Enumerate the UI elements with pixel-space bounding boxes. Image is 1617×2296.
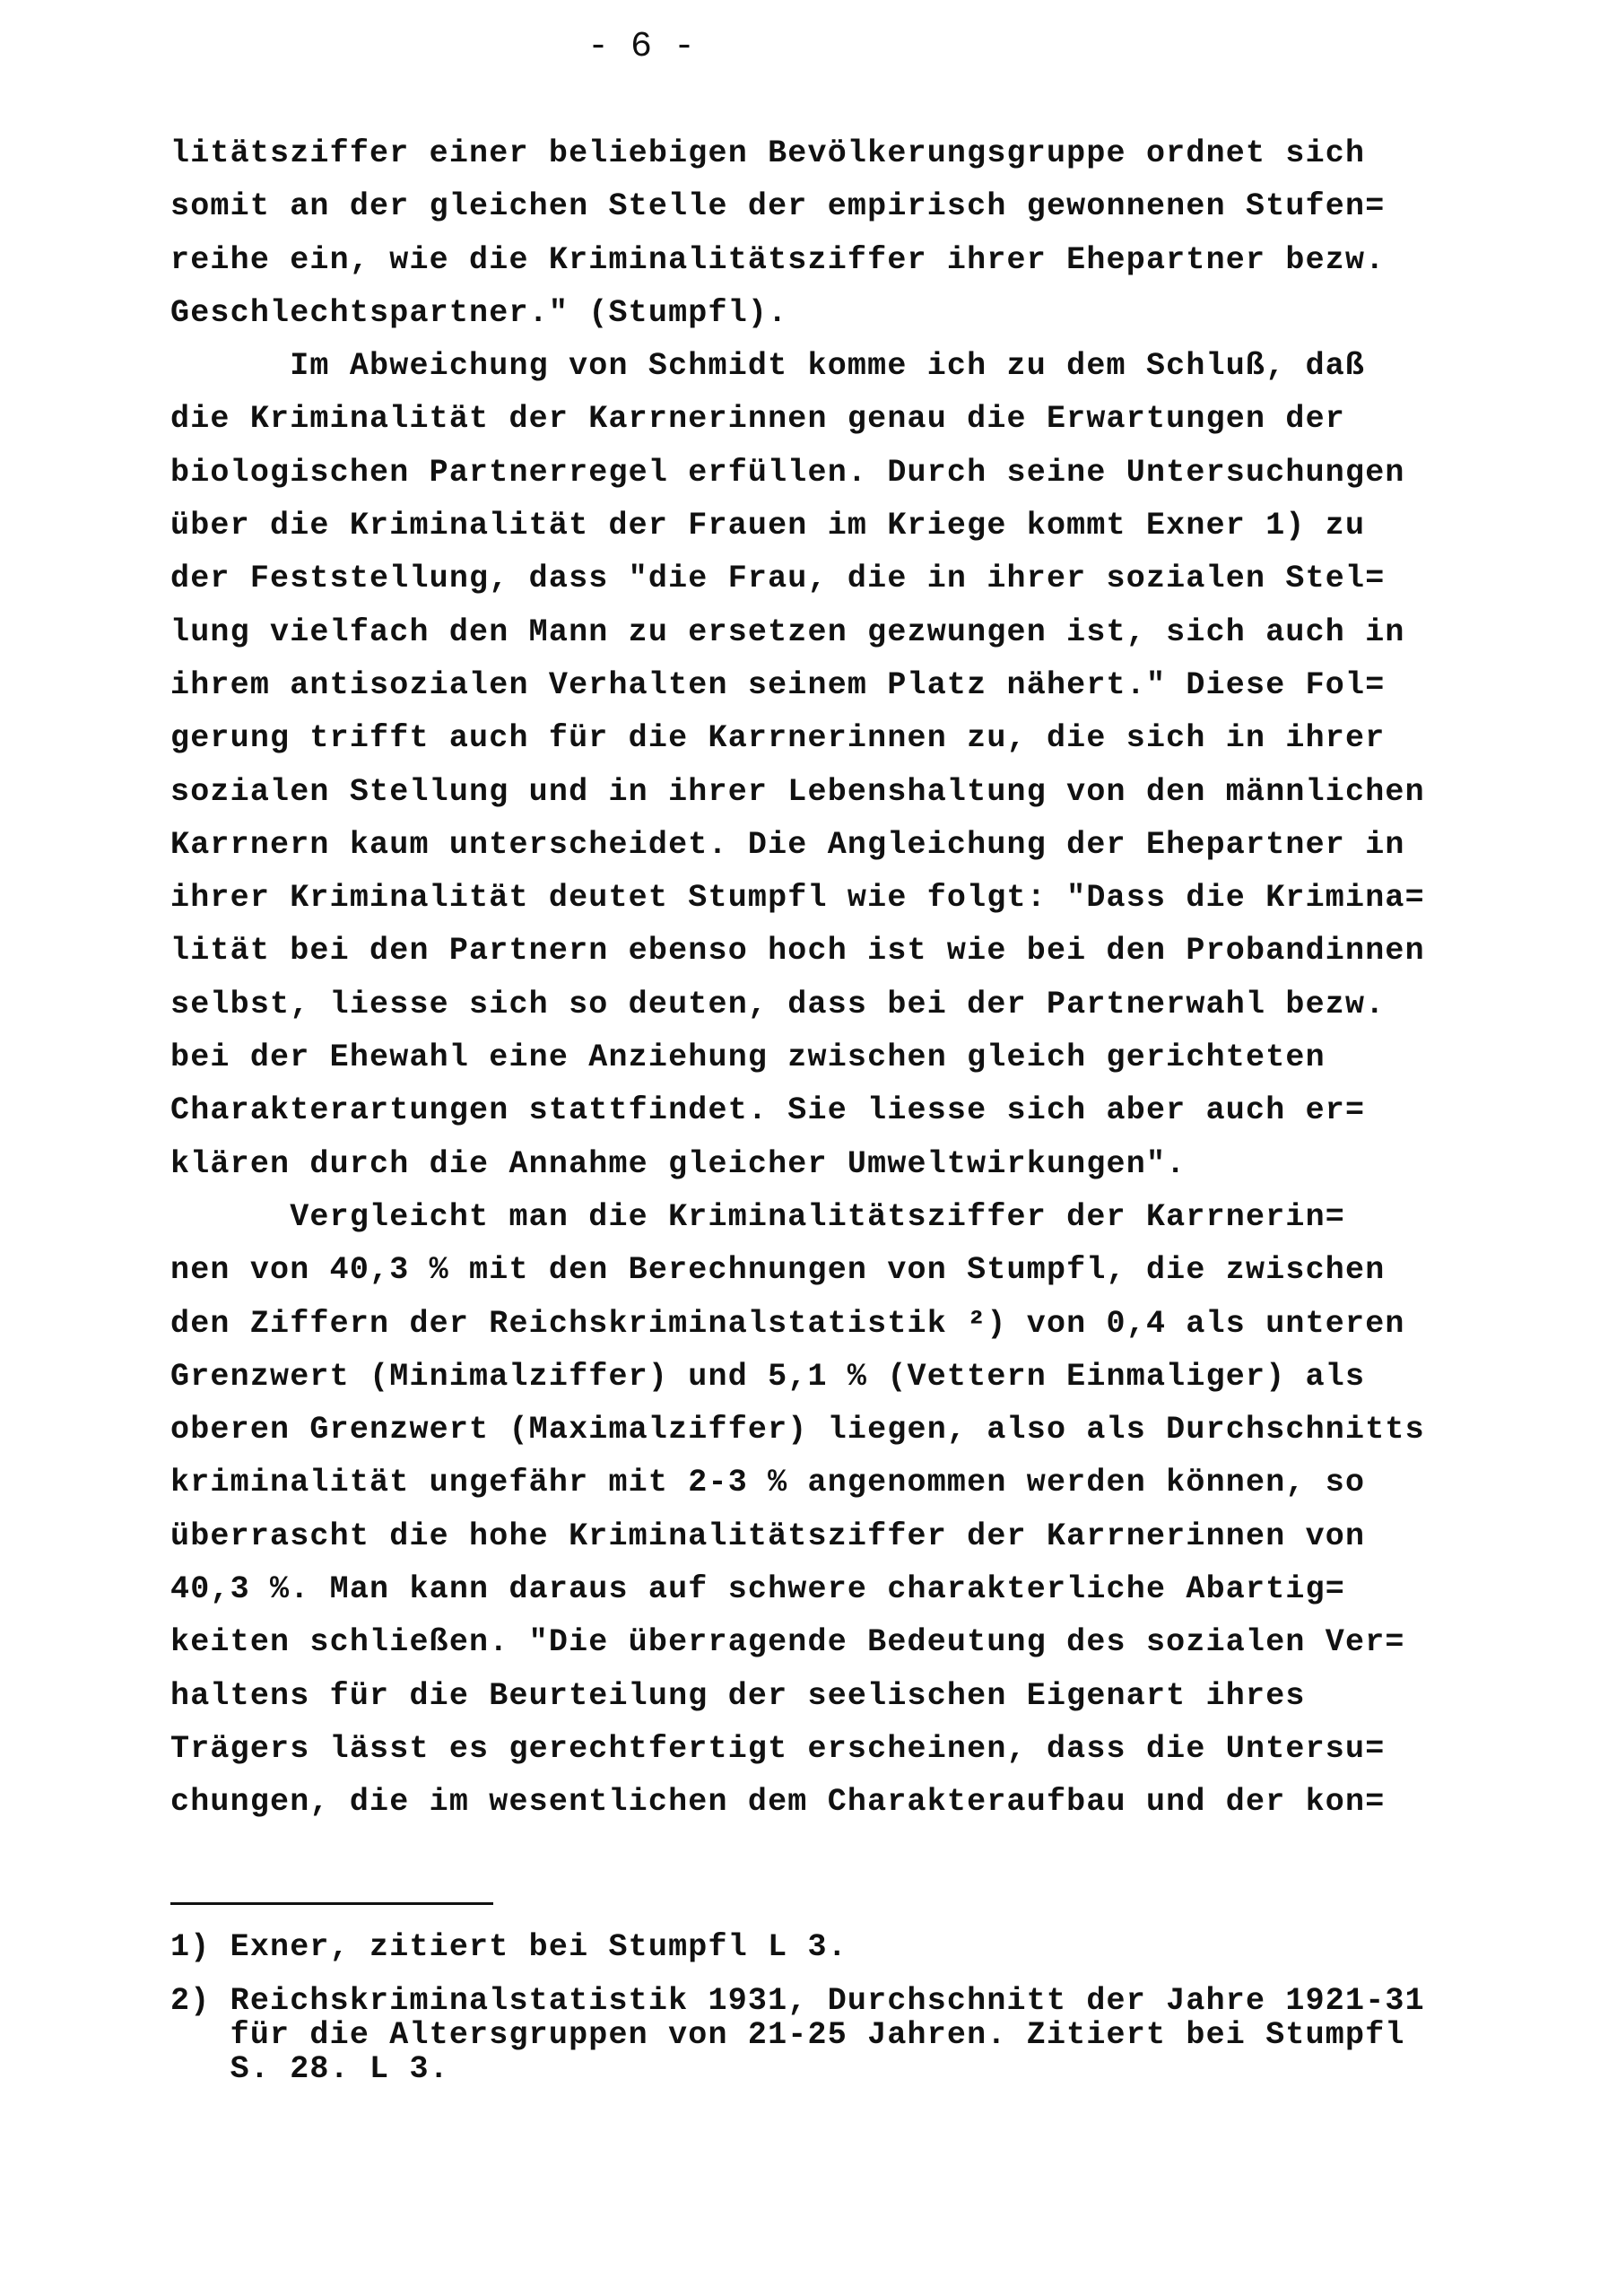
footnote-line: für die Altersgruppen von 21-25 Jahren. Zitiert bei Stumpfl	[170, 2017, 1405, 2053]
body-line: litätsziffer einer beliebigen Bevölkerungsgruppe ordnet sich	[170, 135, 1366, 171]
body-line: Im Abweichung von Schmidt komme ich zu dem Schluß, daß	[170, 348, 1366, 385]
body-line: Grenzwert (Minimalziffer) und 5,1 % (Vettern Einmaliger) als	[170, 1358, 1366, 1395]
footnote-line: S. 28. L 3.	[170, 2051, 449, 2087]
footnotes	[170, 1930, 1605, 2086]
body-line: den Ziffern der Reichskriminalstatistik ²) von 0,4 als unteren	[170, 1305, 1405, 1342]
body-line: oberen Grenzwert (Maximalziffer) liegen, also als Durchschnitts	[170, 1412, 1425, 1448]
body-line: Karrnern kaum unterscheidet. Die Angleichung der Ehepartner in	[170, 826, 1405, 863]
body-line: 40,3 %. Man kann daraus auf schwere charakterliche Abartig=	[170, 1571, 1346, 1608]
body-line: bei der Ehewahl eine Anziehung zwischen gleich gerichteten	[170, 1039, 1326, 1076]
body-line: reihe ein, wie die Kriminalitätsziffer ihrer Ehepartner bezw.	[170, 241, 1386, 278]
body-line: der Feststellung, dass "die Frau, die in ihrer sozialen Stel=	[170, 561, 1386, 597]
body-line: Geschlechtspartner." (Stumpfl).	[170, 294, 788, 331]
footnote-line: 1) Exner, zitiert bei Stumpfl L 3.	[170, 1929, 848, 1965]
body-line: lung vielfach den Mann zu ersetzen gezwungen ist, sich auch in	[170, 613, 1405, 650]
body-line: Trägers lässt es gerechtfertigt erscheinen, dass die Untersu=	[170, 1730, 1386, 1767]
body-line: kriminalität ungefähr mit 2-3 % angenommen werden können, so	[170, 1465, 1366, 1501]
footnote-2	[170, 1984, 1605, 2086]
body-line: haltens für die Beurteilung der seelischen Eigenart ihres	[170, 1677, 1306, 1714]
body-line: somit an der gleichen Stelle der empirisch gewonnenen Stufen=	[170, 188, 1386, 225]
body-line: keiten schließen. "Die überragende Bedeutung des sozialen Ver=	[170, 1624, 1405, 1661]
footnote-line: 2) Reichskriminalstatistik 1931, Durchschnitt der Jahre 1921-31	[170, 1983, 1425, 2019]
body-line: über die Kriminalität der Frauen im Kriege kommt Exner 1) zu	[170, 508, 1366, 544]
body-line: die Kriminalität der Karrnerinnen genau die Erwartungen der	[170, 401, 1346, 438]
body-line: biologischen Partnerregel erfüllen. Durch seine Untersuchungen	[170, 454, 1405, 491]
body-line: selbst, liesse sich so deuten, dass bei der Partnerwahl bezw.	[170, 986, 1386, 1022]
body-line: überrascht die hohe Kriminalitätsziffer der Karrnerinnen von	[170, 1518, 1366, 1554]
body-line: chungen, die im wesentlichen dem Charakteraufbau und der kon=	[170, 1784, 1386, 1821]
page-number: - 6 -	[587, 27, 696, 67]
body-line: lität bei den Partnern ebenso hoch ist wie bei den Probandinnen	[170, 933, 1425, 970]
body-line: Charakterartungen stattfindet. Sie liesse sich aber auch er=	[170, 1092, 1366, 1129]
body-line: gerung trifft auch für die Karrnerinnen zu, die sich in ihrer	[170, 720, 1386, 757]
body-line: klären durch die Annahme gleicher Umweltwirkungen".	[170, 1145, 1187, 1182]
body-text	[170, 127, 1605, 1830]
body-line: nen von 40,3 % mit den Berechnungen von Stumpfl, die zwischen	[170, 1252, 1386, 1289]
body-line: ihrem antisozialen Verhalten seinem Platz nähert." Diese Fol=	[170, 666, 1386, 703]
footnote-divider	[170, 1902, 493, 1905]
body-line: ihrer Kriminalität deutet Stumpfl wie folgt: "Dass die Krimina=	[170, 880, 1425, 917]
body-line: Vergleicht man die Kriminalitätsziffer der Karrnerin=	[170, 1198, 1346, 1235]
footnote-1	[170, 1930, 1605, 1964]
body-line: sozialen Stellung und in ihrer Lebenshaltung von den männlichen	[170, 773, 1425, 810]
